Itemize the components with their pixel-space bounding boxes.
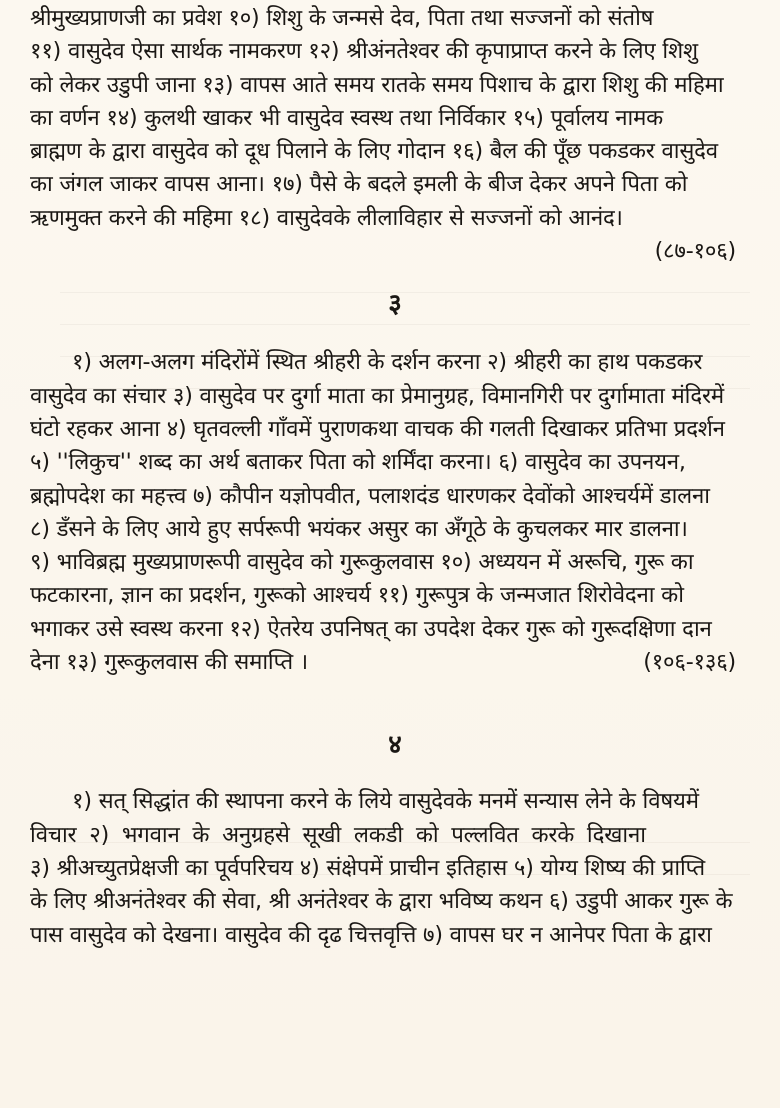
text-line: ऋणमुक्त करने की महिमा १८) वासुदेवके लीलाविहार से सज्जनों को आनंद।: [30, 204, 623, 231]
text-line: को लेकर उडुपी जाना १३) वापस आते समय रातके समय पिशाच के द्वारा शिशु की महिमा: [30, 71, 724, 98]
section-heading: ३: [388, 289, 402, 320]
text-line: घंटो रहकर आना ४) घृतवल्ली गाँवमें पुराणकथा वाचक की गलती दिखाकर प्रतिभा प्रदर्शन: [30, 415, 725, 442]
text-line: के लिए श्रीअनंतेश्वर की सेवा, श्री अनंतेश्वर के द्वारा भविष्य कथन ६) उडुपी आकर गुरू के: [30, 888, 733, 915]
section-2-text: [30, 0, 760, 268]
text-line: १) सत् सिद्धांत की स्थापना करने के लिये वासुदेवके मनमें सन्यास लेने के विषयमें: [72, 788, 699, 815]
section-heading: ४: [388, 730, 402, 761]
text-line: ९) भाविब्रह्म मुख्यप्राणरूपी वासुदेव को गुरूकुलवास १०) अध्ययन में अरूचि, गुरू का: [30, 549, 694, 576]
section-4-text: [30, 785, 760, 951]
text-line: श्रीमुख्यप्राणजी का प्रवेश १०) शिशु के जन्मसे देव, पिता तथा सज्जनों को संतोष: [30, 5, 654, 31]
text-line: ८) डँसने के लिए आये हुए सर्परूपी भयंकर असुर का अँगूठे के कुचलकर मार डालना।: [30, 515, 688, 542]
text-line: १) अलग-अलग मंदिरोंमें स्थित श्रीहरी के दर्शन करना २) श्रीहरी का हाथ पकडकर: [72, 349, 703, 376]
text-line: ब्राह्मण के द्वारा वासुदेव को दूध पिलाने के लिए गोदान १६) बैल की पूँछ पकडकर वासुदेव: [30, 138, 718, 165]
text-line: विचार २) भगवान के अनुग्रहसे सूखी लकडी को पल्लवित करके दिखाना: [30, 821, 646, 848]
text-line: ११) वासुदेव ऐसा सार्थक नामकरण १२) श्रीअंनतेश्वर की कृपाप्राप्त करने के लिए शिशु: [30, 38, 698, 65]
text-line: का वर्णन १४) कुलथी खाकर भी वासुदेव स्वस्थ तथा निर्विकार १५) पूर्वालय नामक: [30, 104, 664, 131]
text-line: वासुदेव का संचार ३) वासुदेव पर दुर्गा माता का प्रेमानुग्रह, विमानगिरी पर दुर्गामाता मंदिरमें: [30, 382, 724, 409]
text-line: फटकारना, ज्ञान का प्रदर्शन, गुरूको आश्चर्य ११) गुरूपुत्र के जन्मजात शिरोवेदना को: [30, 582, 684, 609]
text-line: भगाकर उसे स्वस्थ करना १२) ऐतरेय उपनिषत् का उपदेश देकर गुरू को गुरूदक्षिणा दान: [30, 615, 712, 642]
text-line: देना १३) गुरूकुलवास की समाप्ति ।: [30, 649, 308, 676]
page-range-ref: (१०६-१३६): [643, 649, 736, 676]
section-3-text: [30, 346, 760, 679]
last-line-row: [30, 646, 760, 679]
page-range-ref: (८७-१०६): [654, 238, 736, 265]
text-line: का जंगल जाकर वापस आना। १७) पैसे के बदले इमली के बीज देकर अपने पिता को: [30, 171, 688, 198]
text-line: ३) श्रीअच्युतप्रेक्षजी का पूर्वपरिचय ४) संक्षेपमें प्राचीन इतिहास ५) योग्य शिष्य की प्राप्ति: [30, 854, 705, 881]
text-line: ५) ''लिकुच'' शब्द का अर्थ बताकर पिता को शर्मिंदा करना। ६) वासुदेव का उपनयन,: [30, 449, 686, 476]
text-line: पास वासुदेव को देखना। वासुदेव की दृढ चित्तवृत्ति ७) वापस घर न आनेपर पिता के द्वारा: [30, 921, 712, 948]
text-line: ब्रह्मोपदेश का महत्त्व ७) कौपीन यज्ञोपवीत, पलाशदंड धारणकर देवोंको आश्चर्यमें डालना: [30, 482, 710, 509]
